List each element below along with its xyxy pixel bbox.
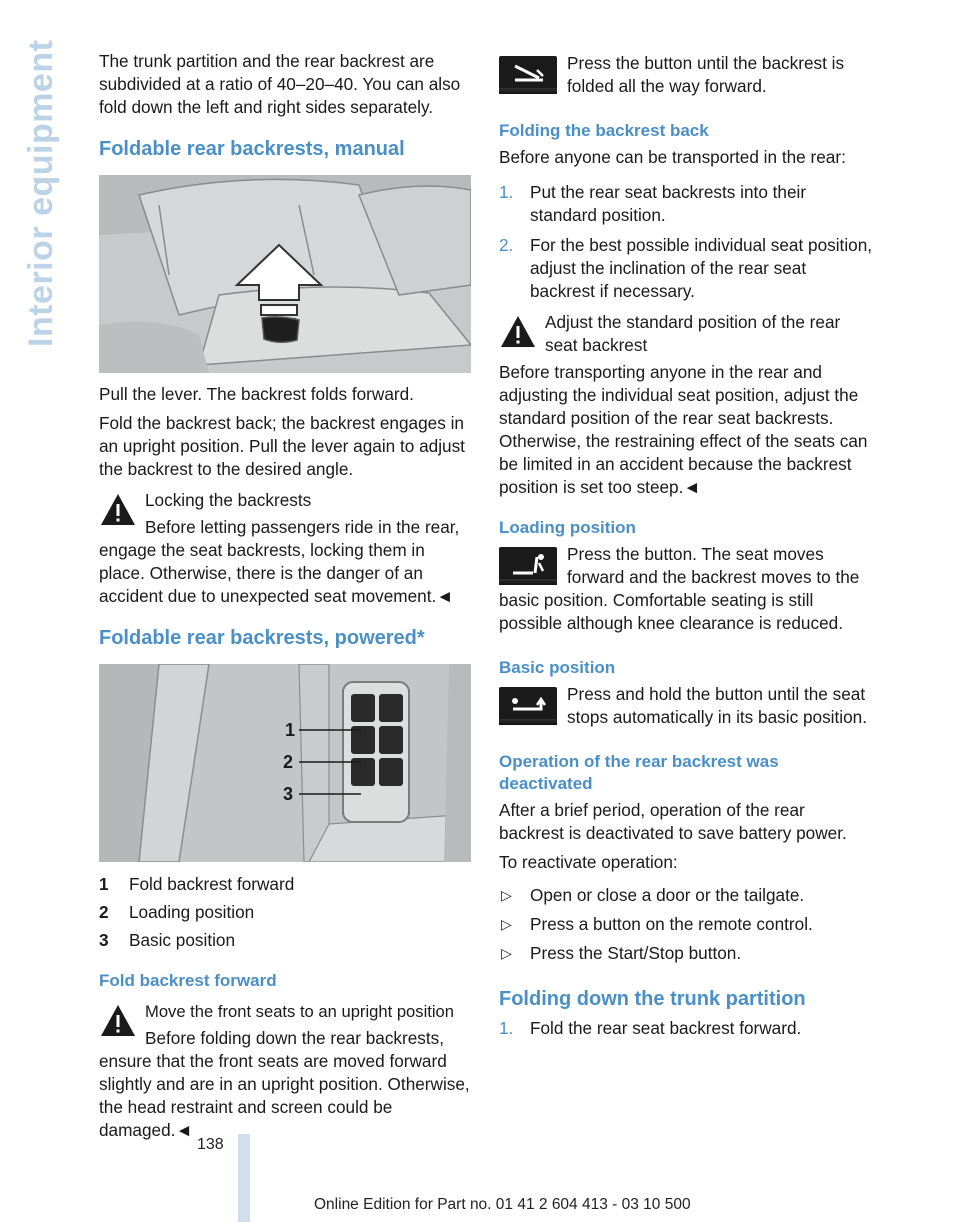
step-text: For the best possible individual seat position, adjust the inclination of the rear seat backrest if necessary. xyxy=(530,235,873,301)
fold-warning-title: Move the front seats to an upright position xyxy=(145,1002,455,1021)
step-text: Put the rear seat backrests into their standard position. xyxy=(530,182,807,225)
folding-back-intro: Before anyone can be transported in the rear: xyxy=(499,147,846,167)
manual-paragraph-2: Fold the backrest back; the backrest engages in an upright position. Pull the lever again to adjust the backrest to the desired angle. xyxy=(99,413,465,479)
intro-paragraph: The trunk partition and the rear backrest are subdivided at a ratio of 40–20–40. You can also fold down the left and right sides separately. xyxy=(99,51,461,117)
lock-warning xyxy=(99,489,474,608)
manual-backrest-figure xyxy=(99,175,471,373)
powered-backrest-figure xyxy=(99,664,471,862)
loading-text: Press the button. The seat moves forward and the backrest moves to the basic position. Comfortable seating is still possible although knee clearance is reduced. xyxy=(499,544,860,633)
fold-warning-text: Before folding down the rear backrests, ensure that the front seats are moved forward slightly and are in an upright position. Otherwise, the head restraint and screen could be damaged.◄ xyxy=(99,1028,470,1140)
bullet-arrow-icon: ▷ xyxy=(501,945,512,961)
bullet-text: Press the Start/Stop button. xyxy=(530,943,742,963)
loading-button-block xyxy=(499,543,874,635)
deactivated-text: After a brief period, operation of the rear backrest is deactivated to save battery power. xyxy=(499,800,847,843)
fold-forward-heading: Fold backrest forward xyxy=(99,971,277,990)
bullet-text: Press a button on the remote control. xyxy=(530,914,813,934)
seat-lever-illustration xyxy=(99,175,471,373)
legend-number: 2 xyxy=(99,902,109,922)
fold-forward-button-icon xyxy=(499,56,557,94)
lock-warning-text: Before letting passengers ride in the rear, engage the seat backrests, locking them in place. Otherwise, there is the danger of an accident due to unexpected seat movement.◄ xyxy=(99,517,460,606)
legend-row xyxy=(99,898,294,926)
trunk-steps xyxy=(499,1017,874,1040)
adjust-warning-text: Before transporting anyone in the rear and adjusting the individual seat position, adjust the standard position of the rear seat backrests. Otherwise, the restraining effect of the seats can be limited in an accident because the backrest position is set too steep.◄ xyxy=(499,362,868,497)
list-item xyxy=(499,913,874,936)
legend-label: Fold backrest forward xyxy=(129,874,295,894)
legend-number: 1 xyxy=(99,874,109,894)
list-item xyxy=(499,181,874,227)
figure-legend xyxy=(99,870,294,954)
folding-back-heading: Folding the backrest back xyxy=(499,121,709,140)
page-number: 138 xyxy=(197,1136,224,1153)
loading-heading: Loading position xyxy=(499,518,636,537)
press-fold-text: Press the button until the backrest is folded all the way forward. xyxy=(567,53,845,96)
reactivate-list xyxy=(499,884,874,965)
basic-button-block xyxy=(499,683,874,729)
bullet-text: Open or close a door or the tailgate. xyxy=(530,885,805,905)
basic-position-button-icon xyxy=(499,687,557,725)
bullet-arrow-icon: ▷ xyxy=(501,887,512,903)
chapter-side-tab: Interior equipment xyxy=(22,40,60,348)
left-column xyxy=(99,50,474,1148)
folding-back-steps xyxy=(499,181,874,303)
edition-footer: Online Edition for Part no. 01 41 2 604 413 - 03 10 500 xyxy=(314,1196,691,1213)
list-item xyxy=(499,1017,874,1040)
loading-position-button-icon xyxy=(499,547,557,585)
powered-heading: Foldable rear backrests, powered* xyxy=(99,627,425,649)
legend-number: 3 xyxy=(99,930,109,950)
figure-label-1: 1 xyxy=(285,720,296,740)
footer-accent-bar xyxy=(238,1134,250,1222)
right-column xyxy=(499,50,874,1047)
figure-label-2: 2 xyxy=(283,752,294,772)
warning-triangle-icon xyxy=(99,1002,137,1040)
reactivate-intro: To reactivate operation: xyxy=(499,852,678,872)
manual-paragraph-1: Pull the lever. The backrest folds forward. xyxy=(99,384,414,404)
deactivated-heading: Operation of the rear backrest was deactivated xyxy=(499,752,779,793)
warning-triangle-icon xyxy=(99,491,137,529)
legend-label: Loading position xyxy=(129,902,255,922)
adjust-warning xyxy=(499,311,874,499)
step-text: Fold the rear seat backrest forward. xyxy=(530,1018,802,1038)
basic-text: Press and hold the button until the seat stops automatically in its basic position. xyxy=(567,684,867,727)
lock-warning-title: Locking the backrests xyxy=(145,490,312,510)
trunk-heading: Folding down the trunk partition xyxy=(499,988,806,1010)
warning-triangle-icon xyxy=(499,313,537,351)
backrest-buttons-illustration xyxy=(99,664,471,862)
figure-label-3: 3 xyxy=(283,784,294,804)
bullet-arrow-icon: ▷ xyxy=(501,916,512,932)
adjust-warning-title: Adjust the standard position of the rear seat backrest xyxy=(545,312,841,355)
legend-row xyxy=(99,870,294,898)
fold-forward-button-block xyxy=(499,52,874,98)
list-item xyxy=(499,942,874,965)
legend-label: Basic position xyxy=(129,930,236,950)
list-item xyxy=(499,884,874,907)
legend-row xyxy=(99,926,294,954)
step-number: 1. xyxy=(499,1018,514,1038)
basic-heading: Basic position xyxy=(499,658,616,677)
fold-warning xyxy=(99,1000,474,1142)
manual-heading: Foldable rear backrests, manual xyxy=(99,138,405,160)
step-number: 2. xyxy=(499,235,514,255)
list-item xyxy=(499,234,874,303)
step-number: 1. xyxy=(499,182,514,202)
